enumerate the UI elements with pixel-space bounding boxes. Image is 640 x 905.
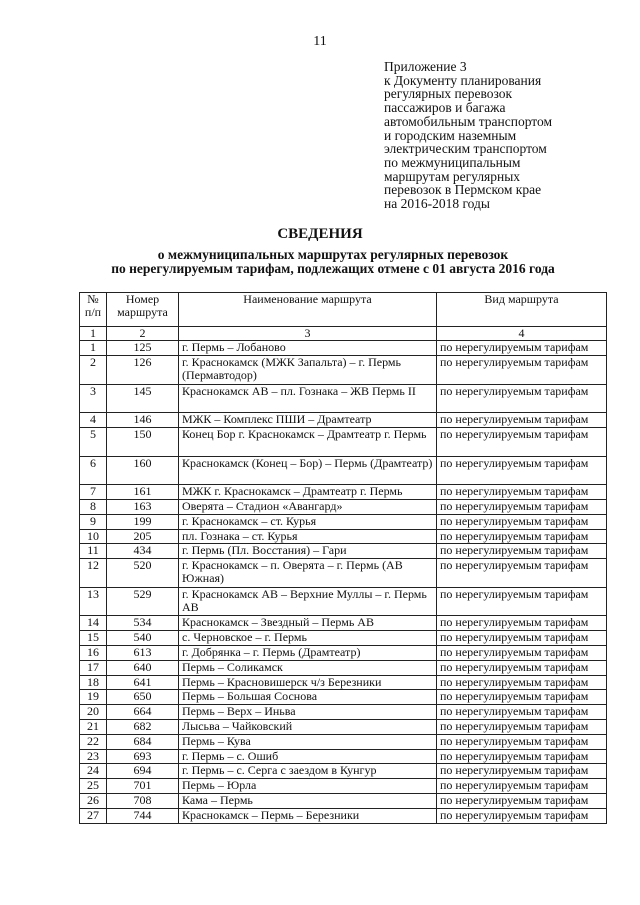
route-number: 205 [107, 529, 179, 544]
appendix-line: регулярных перевозок [384, 86, 513, 102]
table-row [80, 660, 607, 675]
route-number: 693 [107, 749, 179, 764]
column-numbers-row [80, 327, 607, 341]
route-number: 684 [107, 734, 179, 749]
appendix-line: пассажиров и багажа [384, 100, 506, 116]
document-subtitle [0, 248, 640, 276]
route-name: Краснокамск – Звездный – Пермь АВ [179, 616, 437, 631]
row-number: 1 [80, 341, 107, 356]
route-type: по нерегулируемым тарифам [437, 559, 607, 588]
header-route: Номер маршрута [107, 293, 179, 327]
row-number: 5 [80, 427, 107, 456]
route-type: по нерегулируемым тарифам [437, 749, 607, 764]
route-number: 682 [107, 719, 179, 734]
row-number: 22 [80, 734, 107, 749]
route-number: 534 [107, 616, 179, 631]
row-number: 7 [80, 485, 107, 500]
route-type: по нерегулируемым тарифам [437, 734, 607, 749]
route-number: 520 [107, 559, 179, 588]
route-name: г. Добрянка – г. Пермь (Драмтеатр) [179, 645, 437, 660]
table-row [80, 587, 607, 616]
appendix-line: Приложение 3 [384, 59, 467, 74]
route-type: по нерегулируемым тарифам [437, 587, 607, 616]
route-type: по нерегулируемым тарифам [437, 779, 607, 794]
route-number: 163 [107, 499, 179, 514]
row-number: 15 [80, 631, 107, 646]
route-name: Конец Бор г. Краснокамск – Драмтеатр г. Пермь [179, 427, 437, 456]
route-type: по нерегулируемым тарифам [437, 529, 607, 544]
route-type: по нерегулируемым тарифам [437, 456, 607, 485]
table-row [80, 793, 607, 808]
row-number: 14 [80, 616, 107, 631]
route-number: 650 [107, 690, 179, 705]
route-number: 150 [107, 427, 179, 456]
appendix-line: к Документу планирования [384, 72, 542, 88]
table-row [80, 675, 607, 690]
appendix-line: на 2016-2018 годы [384, 196, 490, 212]
table-row [80, 631, 607, 646]
appendix-line: перевозок в Пермском крае [384, 182, 542, 198]
route-name: г. Краснокамск – ст. Курья [179, 514, 437, 529]
route-type: по нерегулируемым тарифам [437, 427, 607, 456]
subtitle-line-2: по нерегулируемым тарифам, подлежащих отмене с 01 августа 2016 года [111, 261, 555, 276]
row-number: 2 [80, 356, 107, 385]
row-number: 25 [80, 779, 107, 794]
table-row [80, 529, 607, 544]
route-number: 160 [107, 456, 179, 485]
route-type: по нерегулируемым тарифам [437, 660, 607, 675]
route-type: по нерегулируемым тарифам [437, 356, 607, 385]
table-row [80, 427, 607, 456]
appendix-line: маршрутам регулярных [384, 168, 521, 184]
route-type: по нерегулируемым тарифам [437, 705, 607, 720]
route-number: 694 [107, 764, 179, 779]
route-name: Кама – Пермь [179, 793, 437, 808]
route-type: по нерегулируемым тарифам [437, 793, 607, 808]
route-type: по нерегулируемым тарифам [437, 544, 607, 559]
route-type: по нерегулируемым тарифам [437, 499, 607, 514]
route-name: с. Черновское – г. Пермь [179, 631, 437, 646]
table-row [80, 808, 607, 823]
route-type: по нерегулируемым тарифам [437, 384, 607, 413]
route-number: 126 [107, 356, 179, 385]
column-number: 2 [107, 327, 179, 341]
route-type: по нерегулируемым тарифам [437, 719, 607, 734]
row-number: 26 [80, 793, 107, 808]
route-name: МЖК – Комплекс ПШИ – Драмтеатр [179, 413, 437, 428]
route-number: 125 [107, 341, 179, 356]
table-row [80, 705, 607, 720]
page-number: 11 [313, 34, 327, 49]
row-number: 6 [80, 456, 107, 485]
table-row [80, 559, 607, 588]
table-row [80, 341, 607, 356]
appendix-line: электрическим транспортом [384, 141, 547, 157]
appendix-line: автомобильным транспортом [384, 113, 553, 129]
row-number: 8 [80, 499, 107, 514]
route-number: 664 [107, 705, 179, 720]
route-type: по нерегулируемым тарифам [437, 764, 607, 779]
route-name: Краснокамск АВ – пл. Гознака – ЖВ Пермь II [179, 384, 437, 413]
route-type: по нерегулируемым тарифам [437, 645, 607, 660]
appendix-line: и городским наземным [384, 127, 517, 143]
route-number: 641 [107, 675, 179, 690]
row-number: 24 [80, 764, 107, 779]
column-number: 3 [179, 327, 437, 341]
route-number: 161 [107, 485, 179, 500]
route-name: Оверята – Стадион «Авангард» [179, 499, 437, 514]
header-name: Наименование маршрута [179, 293, 437, 327]
table-row [80, 734, 607, 749]
table-row [80, 779, 607, 794]
route-number: 434 [107, 544, 179, 559]
route-name: г. Пермь – с. Серга с заездом в Кунгур [179, 764, 437, 779]
row-number: 23 [80, 749, 107, 764]
route-type: по нерегулируемым тарифам [437, 341, 607, 356]
route-type: по нерегулируемым тарифам [437, 616, 607, 631]
route-type: по нерегулируемым тарифам [437, 675, 607, 690]
row-number: 21 [80, 719, 107, 734]
route-number: 146 [107, 413, 179, 428]
routes-table-body [80, 341, 607, 823]
table-row [80, 690, 607, 705]
route-type: по нерегулируемым тарифам [437, 485, 607, 500]
route-name: г. Краснокамск (МЖК Запальта) – г. Пермь (Пермавтодор) [179, 356, 437, 385]
table-row [80, 544, 607, 559]
row-number: 10 [80, 529, 107, 544]
table-row [80, 356, 607, 385]
table-row [80, 645, 607, 660]
route-name: Краснокамск (Конец – Бор) – Пермь (Драмтеатр) [179, 456, 437, 485]
route-type: по нерегулируемым тарифам [437, 808, 607, 823]
route-name: Пермь – Юрла [179, 779, 437, 794]
route-name: г. Краснокамск АВ – Верхние Муллы – г. Пермь АВ [179, 587, 437, 616]
row-number: 18 [80, 675, 107, 690]
route-name: Лысьва – Чайковский [179, 719, 437, 734]
route-name: пл. Гознака – ст. Курья [179, 529, 437, 544]
table-row [80, 749, 607, 764]
document-title: СВЕДЕНИЯ [277, 226, 363, 242]
table-row [80, 485, 607, 500]
table-row [80, 456, 607, 485]
route-type: по нерегулируемым тарифам [437, 514, 607, 529]
table-row [80, 616, 607, 631]
header-row [80, 293, 607, 327]
route-number: 744 [107, 808, 179, 823]
row-number: 16 [80, 645, 107, 660]
route-name: Краснокамск – Пермь – Березники [179, 808, 437, 823]
table-row [80, 499, 607, 514]
route-name: Пермь – Верх – Иньва [179, 705, 437, 720]
route-name: МЖК г. Краснокамск – Драмтеатр г. Пермь [179, 485, 437, 500]
route-name: Пермь – Большая Соснова [179, 690, 437, 705]
row-number: 12 [80, 559, 107, 588]
column-number: 1 [80, 327, 107, 341]
route-name: г. Пермь – Лобаново [179, 341, 437, 356]
route-number: 145 [107, 384, 179, 413]
table-row [80, 514, 607, 529]
appendix-line: по межмуниципальным [384, 154, 521, 170]
route-name: г. Краснокамск – п. Оверята – г. Пермь (АВ Южная) [179, 559, 437, 588]
route-name: г. Пермь – с. Ошиб [179, 749, 437, 764]
route-number: 640 [107, 660, 179, 675]
row-number: 9 [80, 514, 107, 529]
route-name: Пермь – Кува [179, 734, 437, 749]
route-number: 613 [107, 645, 179, 660]
route-number: 199 [107, 514, 179, 529]
route-name: г. Пермь (Пл. Восстания) – Гари [179, 544, 437, 559]
routes-table [79, 292, 607, 824]
route-type: по нерегулируемым тарифам [437, 631, 607, 646]
route-name: Пермь – Соликамск [179, 660, 437, 675]
table-row [80, 413, 607, 428]
route-number: 529 [107, 587, 179, 616]
route-type: по нерегулируемым тарифам [437, 690, 607, 705]
table-row [80, 384, 607, 413]
row-number: 3 [80, 384, 107, 413]
row-number: 17 [80, 660, 107, 675]
route-name: Пермь – Красновишерск ч/з Березники [179, 675, 437, 690]
header-type: Вид маршрута [437, 293, 607, 327]
route-type: по нерегулируемым тарифам [437, 413, 607, 428]
row-number: 11 [80, 544, 107, 559]
row-number: 20 [80, 705, 107, 720]
route-number: 540 [107, 631, 179, 646]
table-row [80, 719, 607, 734]
column-number: 4 [437, 327, 607, 341]
row-number: 13 [80, 587, 107, 616]
subtitle-line-1: о межмуниципальных маршрутах регулярных перевозок [157, 247, 509, 262]
route-number: 701 [107, 779, 179, 794]
row-number: 4 [80, 413, 107, 428]
table-row [80, 764, 607, 779]
header-num: № п/п [80, 293, 107, 327]
row-number: 27 [80, 808, 107, 823]
row-number: 19 [80, 690, 107, 705]
route-number: 708 [107, 793, 179, 808]
appendix-note [384, 60, 624, 211]
